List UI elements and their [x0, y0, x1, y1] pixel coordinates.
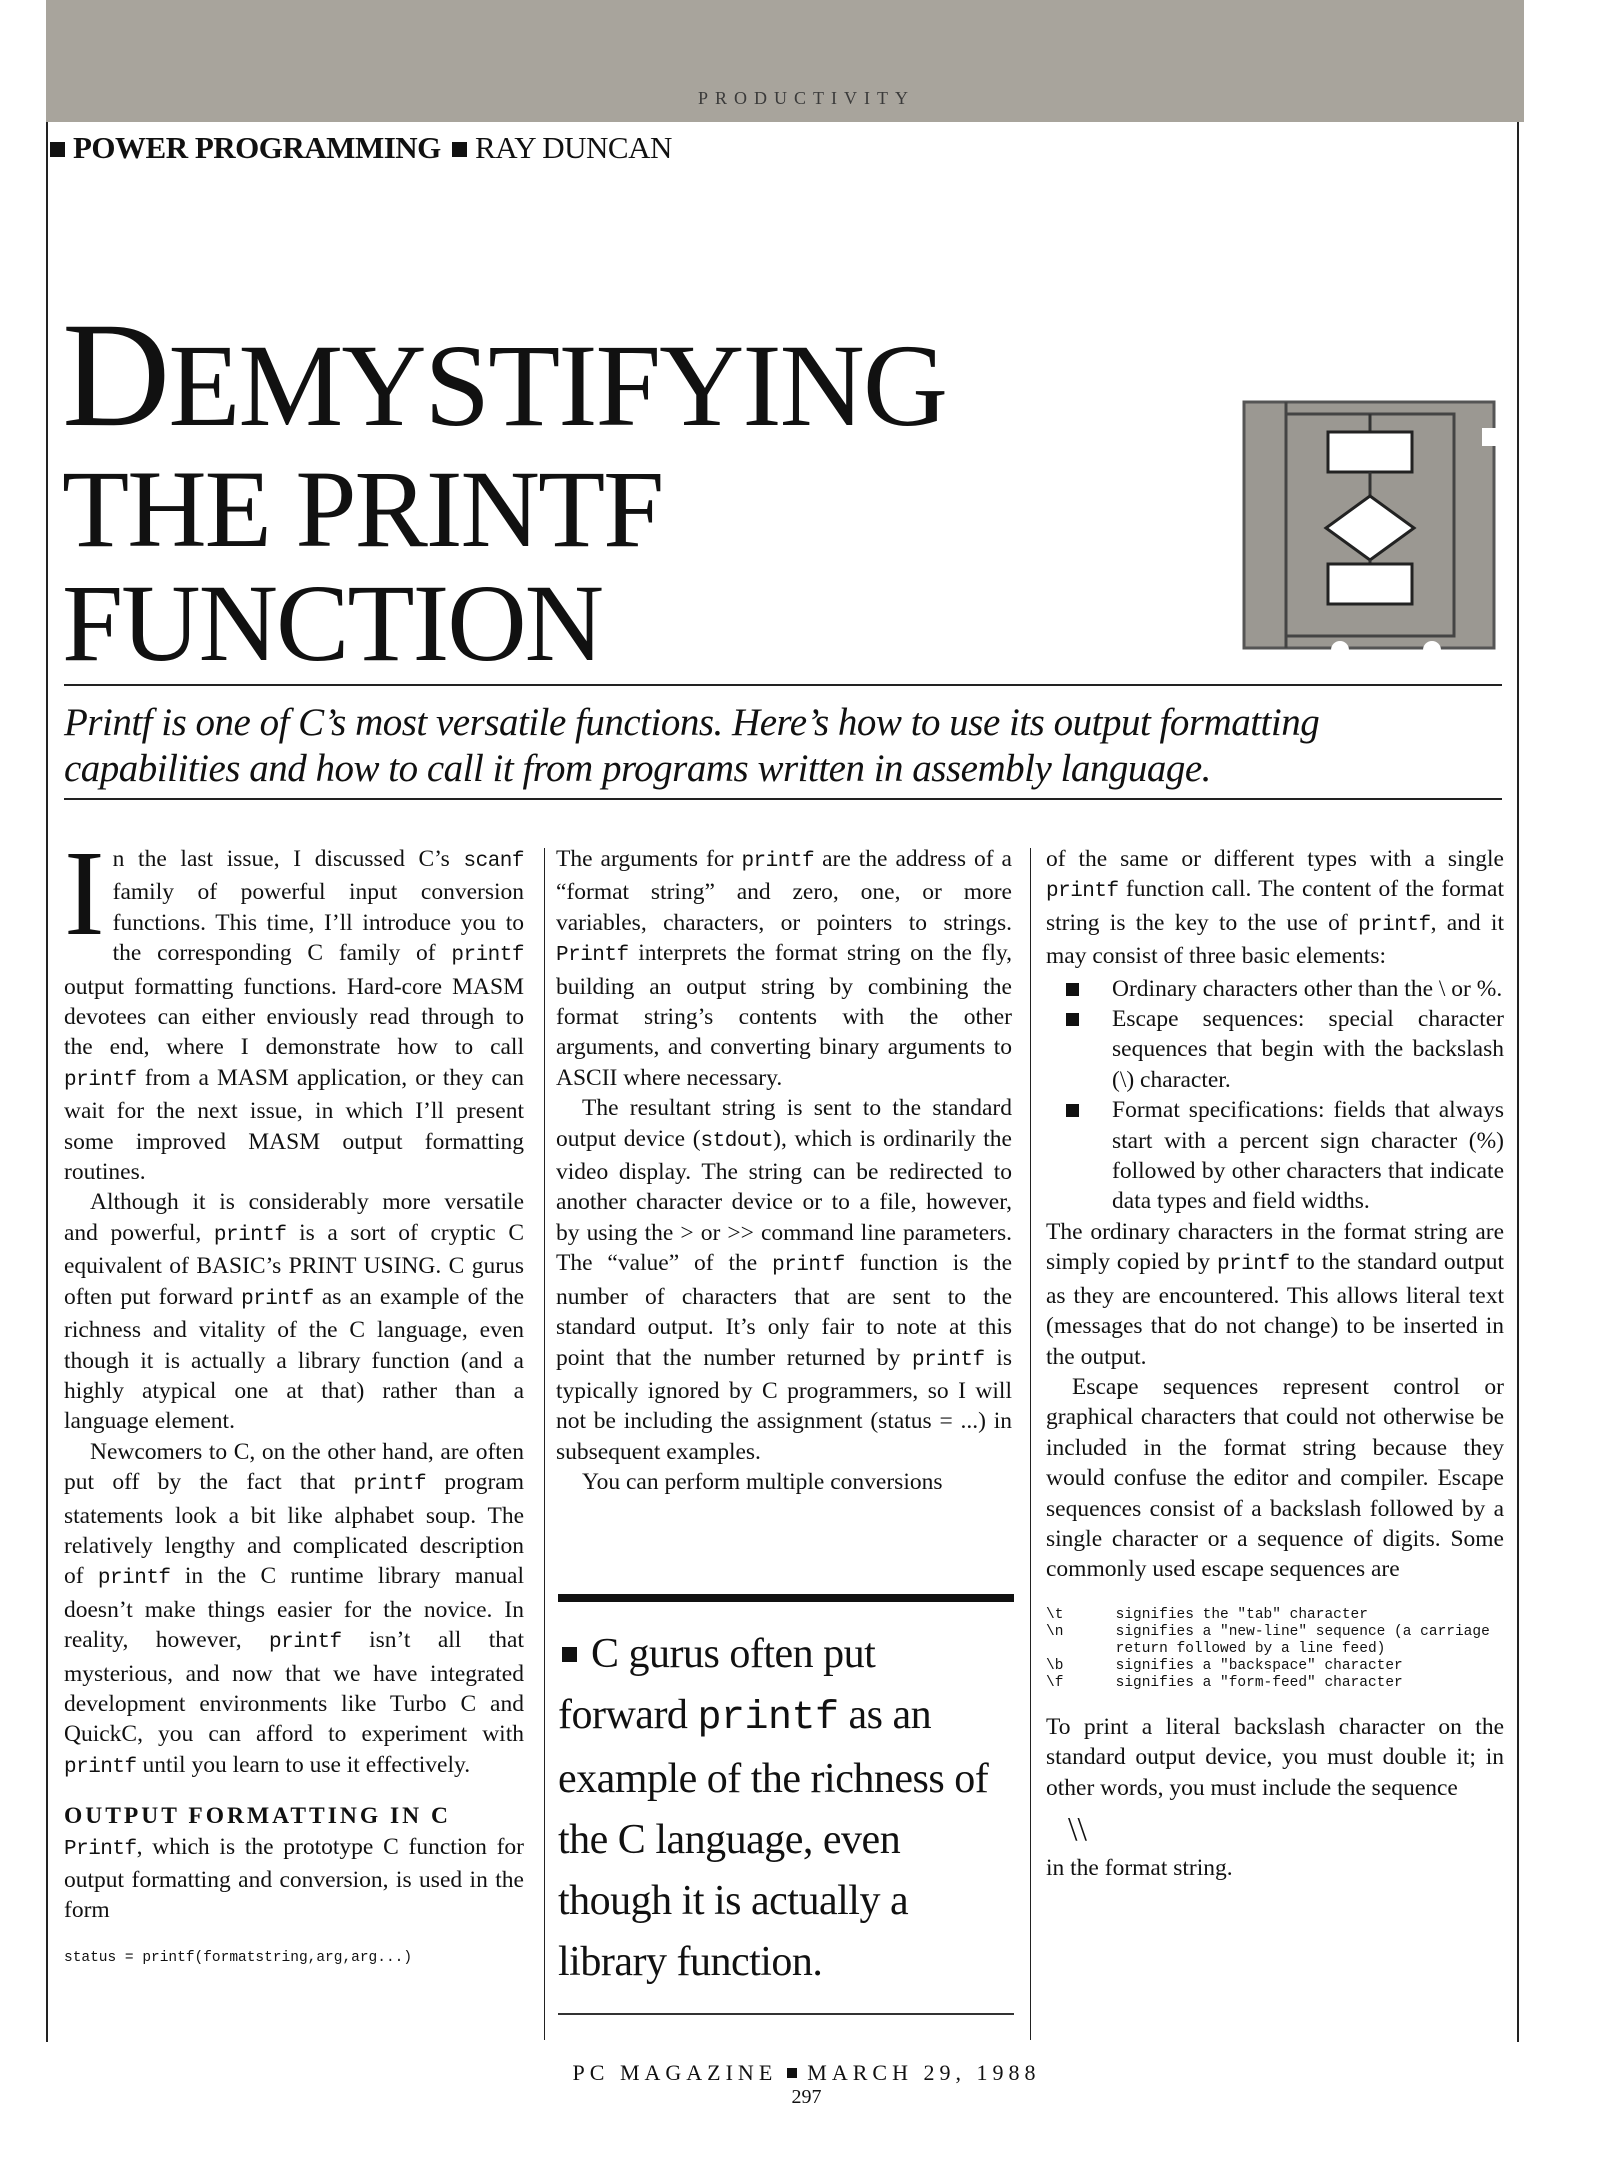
- drop-cap: I: [64, 826, 105, 961]
- column-name: POWER PROGRAMMING: [73, 130, 441, 165]
- article-column-3: [1046, 844, 1504, 1884]
- paragraph: The ordinary characters in the format string are simply copied by printf to the standard output as they are encountered. This allows literal text (messages that do not change) to be inserted in the output.: [1046, 1218, 1504, 1370]
- paragraph: of the same or different types with a single printf function call. The content of the format string is the key to the use of printf, and it may consist of three basic elements:: [1046, 846, 1504, 970]
- paragraph: Printf, which is the prototype C function for output formatting and conversion, is used in the form: [64, 1833, 524, 1924]
- article-column-2: [556, 844, 1012, 1498]
- paragraph: Although it is considerably more versatile and powerful, printf is a sort of cryptic C equivalent of BASIC’s PRINT USING. C gurus often put forward printf as an example of the richness and vitality of the C language, even though it is actually a library function (and a highly atypical one at that) rather than a language element.: [64, 1189, 525, 1435]
- flowchart-notch: [1482, 428, 1504, 446]
- page-title: [62, 292, 947, 684]
- flowchart-process-box-top: [1328, 432, 1412, 472]
- list-item: Escape sequences: special character sequences that begin with the backslash (\) character.: [1046, 1004, 1504, 1095]
- left-border-rule: [46, 122, 48, 2042]
- backslash-example: \\: [1068, 1810, 1087, 1848]
- paragraph: Newcomers to C, on the other hand, are often put off by the fact that printf program statements look a bit like alphabet soup. The relatively lengthy and complicated description of printf in the C runtime library manual doesn’t make things easier for the novice. In reality, however, printf isn’t all that mysterious, and now that we have integrated development environments like Turbo C and QuickC, you can afford to experiment with printf until you learn to use it effectively.: [64, 1438, 524, 1779]
- section-subhead: OUTPUT FORMATTING IN C: [64, 1803, 451, 1830]
- title-dropcap: D: [62, 292, 169, 458]
- paragraph: You can perform multiple conversions: [582, 1469, 943, 1496]
- list-item: Ordinary characters other than the \ or %.: [1046, 974, 1504, 1004]
- pull-quote: [558, 1594, 1014, 2015]
- square-bullet-icon: [50, 142, 65, 157]
- square-bullet-icon: [452, 142, 467, 157]
- right-border-rule: [1517, 122, 1519, 2042]
- escape-sequence-table: \t signifies the "tab" character \n signifies a "new-line" sequence (a carriage return followed by a line feed) \b signifies a "backspace" character \f signifies a "form-feed" character: [1046, 1606, 1490, 1691]
- title-line-1: EMYSTIFYING: [168, 320, 947, 451]
- paragraph: The resultant string is sent to the standard output device (stdout), which is ordinarily the video display. The string can be redirected to another character device or to a file, however, by using the > or >> command line parameters. The “value” of the printf function is the number of characters that are sent to the standard output. It’s only fair to note at this point that the number returned by printf is typically ignored by C programmers, so I will not be including the assignment (status = ...) in subsequent examples.: [556, 1095, 1012, 1465]
- deck-rule-bottom: [64, 798, 1502, 800]
- square-bullet-icon: [1066, 1104, 1079, 1117]
- title-line-3: FUNCTION: [62, 562, 603, 684]
- flowchart-illustration: [1242, 400, 1504, 650]
- code-example: status = printf(formatstring,arg,arg...): [64, 1949, 413, 1966]
- pull-quote-rule: [558, 2013, 1014, 2015]
- title-line-2: THE PRINTF: [62, 448, 663, 570]
- issue-date: MARCH 29, 1988: [807, 2060, 1041, 2085]
- byline: [46, 130, 672, 166]
- deck: Printf is one of C’s most versatile functions. Here’s how to use its output formatting capabilities and how to call it from programs written in assembly language.: [64, 701, 1320, 790]
- section-label: PRODUCTIVITY: [698, 88, 915, 108]
- magazine-name: PC MAGAZINE: [572, 2060, 778, 2085]
- square-bullet-icon: [1066, 1013, 1079, 1026]
- author-name: RAY DUNCAN: [475, 130, 672, 165]
- square-bullet-icon: [562, 1647, 577, 1662]
- deck-rule-top: [64, 684, 1502, 686]
- page-number: 297: [791, 2086, 822, 2108]
- paragraph: Escape sequences represent control or graphical characters that could not otherwise be included in the format string because they would confuse the editor and compiler. Escape sequences consist of a backslash followed by a single character or a sequence of digits. Some commonly used escape sequences are: [1046, 1373, 1504, 1583]
- element-list: [1046, 974, 1504, 1217]
- square-bullet-icon: [787, 2068, 797, 2078]
- pull-quote-text: C gurus often put forward printf as an example of the richness of the C language, even though it is actually a library function.: [558, 1631, 989, 1985]
- paragraph: The arguments for printf are the address of a “format string” and zero, one, or more variables, characters, or pointers to strings. Printf interprets the format string on the fly, building an output string by combining the format string’s contents with the other arguments, and converting binary arguments to ASCII where necessary.: [556, 846, 1012, 1091]
- paragraph: To print a literal backslash character on the standard output device, you must double it; in other words, you must include the sequence: [1046, 1713, 1504, 1801]
- article-column-1: [64, 826, 525, 1967]
- pull-quote-bar: [558, 1594, 1014, 1602]
- paragraph: In the last issue, I discussed C’s scanf family of powerful input conversion functions. This time, I’ll introduce you to the corresponding C family of printf output formatting functions. Hard-core MASM devotees can either enviously read through to the end, where I demonstrate how to call printf from a MASM application, or they can wait for the next issue, in which I’ll present some improved MASM output formatting routines.: [64, 826, 524, 1186]
- column-rule: [1030, 848, 1031, 2040]
- square-bullet-icon: [1066, 983, 1079, 996]
- flowchart-process-box-bottom: [1328, 564, 1412, 604]
- column-rule: [544, 848, 545, 2040]
- list-item: Format specifications: fields that always start with a percent sign character (%) followed by other characters that indicate data types and field widths.: [1046, 1095, 1504, 1217]
- paragraph: in the format string.: [1046, 1855, 1233, 1882]
- footer: [0, 2060, 1613, 2086]
